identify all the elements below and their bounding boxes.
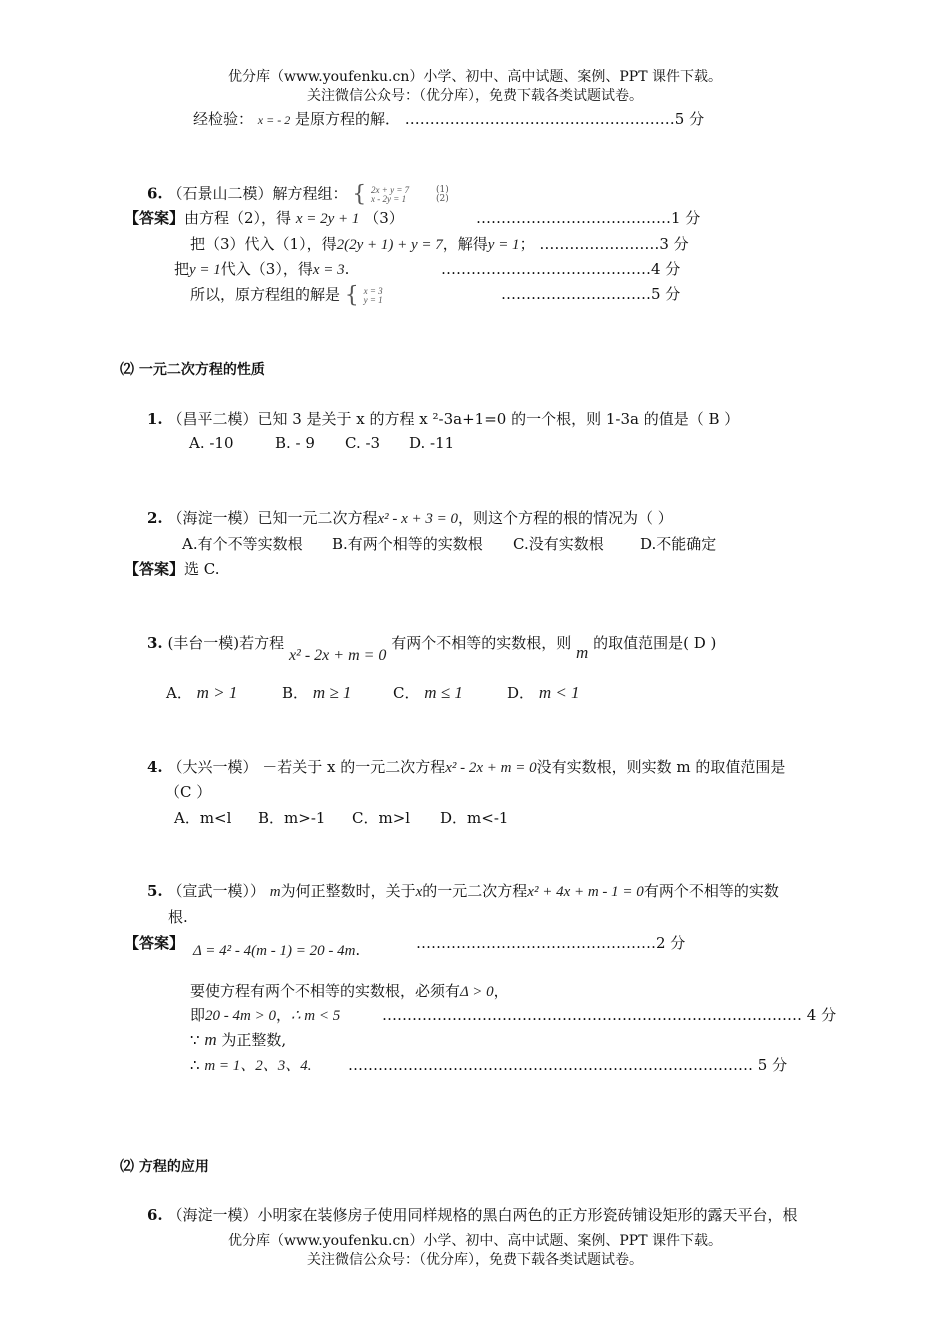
- check-score: 5 分: [674, 110, 705, 128]
- p3-opt-d-math: m < 1: [538, 683, 580, 702]
- p5-a3-score: 4 分: [806, 1006, 837, 1024]
- step1-dots: …………………………………: [476, 209, 671, 227]
- p1-num: 1.: [147, 410, 163, 428]
- p1-question: [147, 408, 739, 429]
- q6a-num: 6.: [147, 184, 163, 203]
- p3-mid: 有两个不相等的实数根，则: [391, 634, 572, 652]
- p4-line-2: （C ）: [165, 783, 212, 801]
- sys-eq-2: x - 2y = 1: [371, 193, 407, 204]
- step2-end: ；: [519, 235, 535, 253]
- p1-opt-c: C. -3: [345, 434, 381, 452]
- p5-a1-dots: …………………………………………: [416, 934, 656, 952]
- p4-opt-d: D．m<-1: [440, 809, 509, 827]
- p2-answer: [124, 558, 220, 579]
- p5-a3-score-line: [382, 1004, 836, 1025]
- step2-math: 2(2y + 1) + y = 7: [336, 237, 443, 253]
- p5-a3-pre: 即: [190, 1006, 206, 1024]
- step4-text: 所以，原方程组的解是: [190, 285, 341, 304]
- p2-num: 2.: [147, 509, 163, 527]
- p5-a3-math2: ∴ m < 5: [290, 1008, 341, 1024]
- p4-question: [147, 756, 785, 777]
- p5-a3-math: 20 - 4m > 0: [205, 1008, 276, 1024]
- check-math: x = - 2: [257, 113, 291, 127]
- sys-eq-1: 2x + y = 7: [371, 184, 410, 195]
- p6-text: （海淀一模）小明家在装修房子使用同样规格的黑白两色的正方形瓷砖铺设矩形的露天平台，根: [167, 1206, 798, 1224]
- p1-opt-a: A. -10: [189, 434, 234, 452]
- p3-num: 3.: [147, 634, 163, 652]
- p1-text: （昌平二模）已知 3 是关于 x 的方程 x ²-3a+1=0 的一个根，则 1-3a 的值是（ B ）: [167, 410, 740, 428]
- p4-opt-a: A．m<l: [174, 809, 232, 827]
- answer-label: 【答案】: [124, 209, 185, 227]
- solution-2: y = 1: [363, 294, 383, 305]
- p4-num: 4.: [147, 758, 163, 776]
- step3-dots: ……………………………………: [441, 260, 651, 278]
- p5-a5-score: 5 分: [757, 1056, 788, 1074]
- p3-opt-b-math: m ≥ 1: [312, 683, 352, 702]
- p2-answer-label: 【答案】: [124, 560, 185, 578]
- footer-line-2: 关注微信公众号：（优分库），免费下载各类试题试卷。: [307, 1252, 643, 1268]
- p6-question: [147, 1204, 797, 1225]
- p5-a3-mid: ，: [275, 1006, 291, 1024]
- q6a-step-3: [174, 258, 349, 279]
- p5-line-2: 根.: [168, 908, 188, 926]
- step2-dots: ……………………: [539, 235, 660, 253]
- step4-score-line: [501, 283, 680, 304]
- p5-a2-pre: 要使方程有两个不相等的实数根，必须有: [190, 982, 461, 1000]
- p2-opt-b: B.有两个相等的实数根: [332, 535, 483, 553]
- step1-score: 1 分: [671, 209, 701, 227]
- p6-num: 6.: [147, 1206, 163, 1224]
- p5-a5-math: m = 1、2、3、4.: [204, 1058, 312, 1074]
- solution-1: x = 3: [363, 285, 383, 296]
- p4-pre: （大兴一模） －若关于 x 的一元二次方程: [167, 758, 446, 776]
- check-prefix: 经检验：: [193, 110, 254, 128]
- q6a-text: （石景山二模）解方程组：: [167, 184, 348, 203]
- p2-answer-text: 选 C.: [184, 560, 220, 578]
- q6a-question: [147, 182, 449, 207]
- p5-question: [147, 880, 779, 901]
- check-dots: ………………………………………………: [404, 110, 675, 128]
- system-equations: [371, 186, 409, 204]
- header-line-1: 优分库（www.youfenku.cn）小学、初中、高中试题、案例、PPT 课件下载。: [227, 69, 722, 85]
- p5-a1-score: 2 分: [656, 934, 686, 952]
- p3-opt-d: [507, 682, 580, 703]
- p5-var: m: [269, 884, 281, 900]
- p3-opt-a-label: A．: [166, 684, 192, 702]
- step4-score: 5 分: [651, 285, 681, 303]
- check-line: [193, 108, 704, 129]
- p4-opt-c: C．m>l: [352, 809, 411, 827]
- p5-pre: （宣武一模））: [167, 882, 265, 900]
- p5-a2-end: ，: [493, 982, 509, 1000]
- p5-answer-2: [190, 980, 509, 1001]
- step3-score: 4 分: [651, 260, 681, 278]
- sys-tag-1: (1): [435, 184, 449, 195]
- system-tags: [436, 186, 449, 204]
- step1-tag: （3）: [364, 209, 404, 227]
- sys-tag-2: (2): [435, 193, 449, 204]
- p5-var2: x: [415, 884, 423, 900]
- p2-post: ，则这个方程的根的情况为（ ）: [458, 509, 673, 527]
- p2-opt-a: A.有个不等实数根: [182, 535, 303, 553]
- step2-mid: ，解得: [442, 235, 488, 253]
- p3-var: m: [576, 643, 589, 662]
- p3-post: 的取值范围是( D ): [593, 634, 717, 652]
- p1-opt-d: D. -11: [409, 434, 455, 452]
- p3-opt-c: [393, 682, 463, 703]
- p5-a5-dots: ………………………………………………………………………: [348, 1056, 753, 1074]
- p3-opt-a: [166, 682, 237, 703]
- p5-answer-3: [190, 1004, 340, 1025]
- step3-end: .: [344, 260, 350, 278]
- p5-mid: 为何正整数时，关于: [280, 882, 416, 900]
- p5-answer-5: [190, 1054, 312, 1075]
- p5-a5-pre: ∴: [190, 1056, 200, 1074]
- p3-math: x² - 2x + m = 0: [288, 647, 387, 664]
- p4-post: 没有实数根，则实数 m 的取值范围是: [536, 758, 786, 776]
- p2-opt-c: C.没有实数根: [513, 535, 604, 553]
- p5-a4-pre: ∵: [190, 1031, 200, 1049]
- step3-math2: x = 3: [312, 262, 345, 278]
- step2-score: 3 分: [659, 235, 689, 253]
- system-brace-icon: {: [352, 182, 367, 207]
- step2-math2: y = 1: [487, 237, 520, 253]
- p5-a3-dots: …………………………………………………………………………: [382, 1006, 802, 1024]
- p3-opt-b: [282, 682, 351, 703]
- p3-opt-b-label: B．: [282, 684, 309, 702]
- p5-mid2: 的一元二次方程: [422, 882, 528, 900]
- p2-question: [147, 507, 673, 528]
- p5-a5-score-line: [348, 1054, 787, 1075]
- p5-a1-end: .: [355, 941, 361, 959]
- step3-math: y = 1: [189, 262, 221, 278]
- p3-opt-c-math: m ≤ 1: [424, 683, 463, 702]
- p3-opt-c-label: C．: [393, 684, 420, 702]
- step3-mid: 代入（3），得: [220, 260, 313, 278]
- p5-answer-4: [190, 1029, 286, 1050]
- step2-pre: 把（3）代入（1），得: [190, 235, 337, 253]
- p5-a4-var: m: [204, 1030, 217, 1049]
- step1-score-line: [476, 207, 700, 228]
- p5-answer-label: 【答案】: [124, 934, 185, 952]
- p3-opt-a-math: m > 1: [196, 683, 238, 702]
- check-text: 是原方程的解．: [295, 110, 401, 128]
- p5-num: 5.: [147, 882, 163, 900]
- header-line-2: 关注微信公众号：（优分库），免费下载各类试题试卷。: [307, 88, 643, 104]
- p1-opt-b: B. - 9: [275, 434, 315, 452]
- p5-math: x² + 4x + m - 1 = 0: [527, 884, 644, 900]
- solution-brace-icon: {: [344, 283, 359, 308]
- p3-question: [147, 632, 717, 664]
- section-title-quadratic: ⑵ 一元二次方程的性质: [120, 362, 265, 378]
- step3-pre: 把: [174, 260, 190, 278]
- p3-pre: (丰台一模)若方程: [167, 634, 285, 652]
- q6a-step-2: [190, 233, 689, 254]
- p3-opt-d-label: D．: [507, 684, 535, 702]
- p5-answer-1: [193, 941, 360, 960]
- step1-text: 由方程（2），得: [184, 209, 292, 227]
- q6a-step-4: [190, 283, 383, 308]
- section-title-application: ⑵ 方程的应用: [120, 1159, 209, 1175]
- footer-line-1: 优分库（www.youfenku.cn）小学、初中、高中试题、案例、PPT 课件下载。: [227, 1233, 722, 1249]
- p2-math: x² - x + 3 = 0: [377, 511, 459, 527]
- p4-opt-b: B．m>-1: [258, 809, 326, 827]
- solution-system: [364, 287, 383, 305]
- step4-dots: …………………………: [501, 285, 651, 303]
- step1-math: x = 2y + 1: [295, 211, 360, 227]
- p2-pre: （海淀一模）已知一元二次方程: [167, 509, 378, 527]
- q6a-step-1: [124, 207, 404, 228]
- p5-a1-math: Δ = 4² - 4(m - 1) = 20 - 4m: [193, 943, 356, 959]
- p5-a1-score-line: [416, 932, 685, 953]
- step3-score-line: [441, 258, 680, 279]
- p2-opt-d: D.不能确定: [640, 535, 717, 553]
- p5-a4-text: 为正整数,: [221, 1031, 287, 1049]
- p5-post: 有两个不相等的实数: [643, 882, 779, 900]
- p5-a2-math: Δ > 0: [460, 984, 494, 1000]
- p4-math: x² - 2x + m = 0: [445, 760, 537, 776]
